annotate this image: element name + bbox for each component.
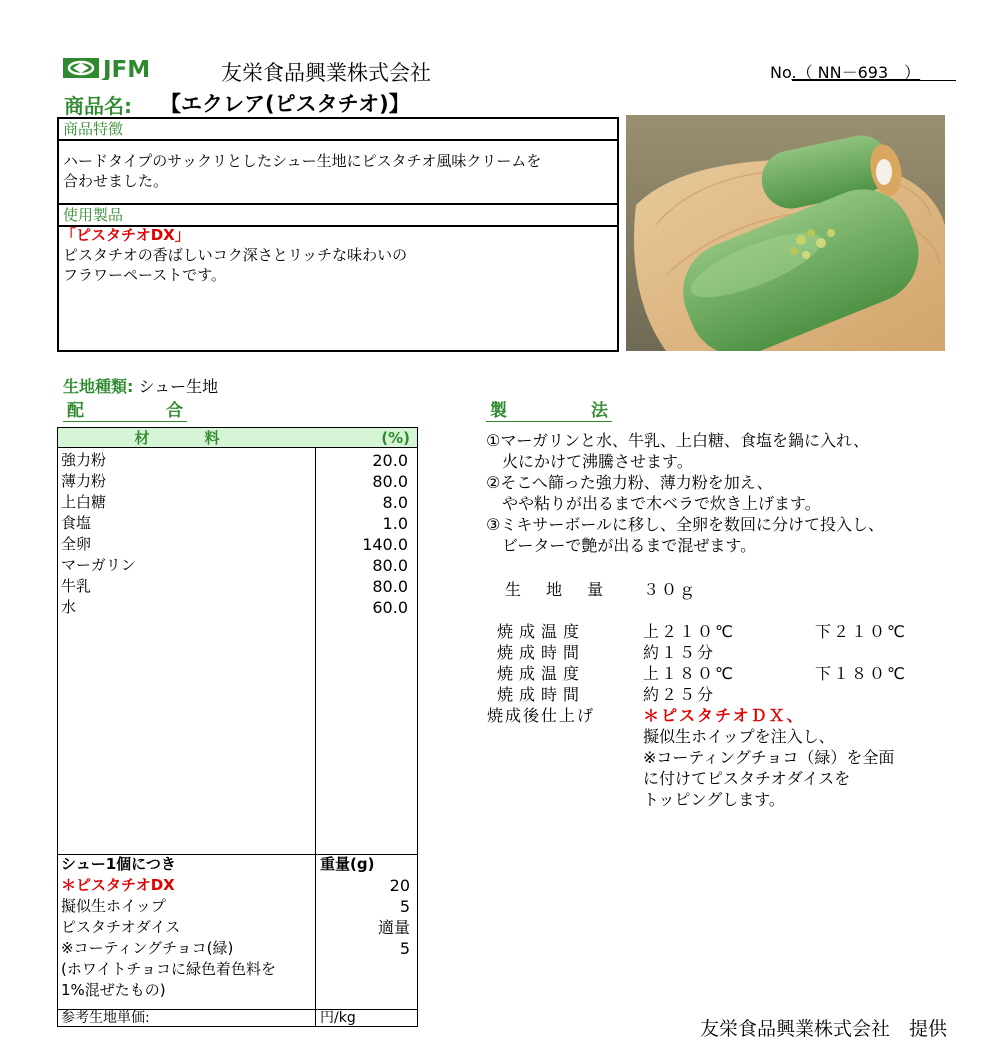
dough-type-label: 生地種類: (63, 377, 134, 396)
company-logo (63, 56, 175, 80)
table-row (58, 513, 408, 534)
ingredient-value: 20.0 (372, 451, 408, 470)
ingredient-name: 薄力粉 (61, 472, 107, 490)
ingredient-value: 80.0 (372, 556, 408, 575)
page-title: 【エクレア(ピスタチオ)】 (160, 92, 410, 116)
per-piece-value: 5 (399, 897, 410, 916)
method-step: ①マーガリンと水、牛乳、上白糖、食塩を鍋に入れ、 (486, 431, 869, 450)
weight-label: 重量(g) (320, 855, 375, 873)
per-piece-item: 1%混ぜたもの) (61, 981, 166, 999)
table-row (58, 450, 408, 471)
method-header-char-2: 法 (591, 401, 608, 421)
ingredient-name: マーガリン (61, 556, 136, 574)
per-piece-item: ＊ピスタチオDX (61, 876, 175, 894)
finish-line: トッピングします。 (643, 790, 785, 809)
per-piece-value: 適量 (377, 918, 410, 937)
feature-line-2: 合わせました。 (63, 172, 169, 190)
recipe-header (63, 396, 187, 422)
ingredient-value: 80.0 (372, 577, 408, 596)
ingredient-name: 食塩 (61, 514, 92, 532)
col-percent-header: (%) (381, 429, 410, 447)
price-unit: 円/kg (320, 1010, 356, 1026)
doc-no-underline (792, 80, 956, 81)
per-piece-value: 20 (389, 876, 410, 895)
bake-time-label: 焼成時間 (497, 685, 586, 704)
feature-heading: 商品特徴 (59, 119, 617, 141)
ingredient-name: 上白糖 (61, 493, 107, 511)
recipe-header-char-2: 合 (166, 401, 183, 421)
method-header-char-1: 製 (490, 401, 507, 421)
finish-label: 焼成後仕上げ (487, 706, 596, 725)
price-label: 参考生地単価: (61, 1010, 150, 1026)
recipe-header-char-1: 配 (67, 401, 84, 421)
dough-amount-value: ３０ｇ (643, 580, 698, 599)
bake-temp-bottom: 下２１０℃ (815, 622, 907, 641)
finish-line: ※コーティングチョコ（緑）を全面 (643, 748, 895, 767)
table-row (58, 576, 408, 597)
bake-time-value: 約１５分 (643, 643, 716, 662)
ingredient-name: 強力粉 (61, 451, 107, 469)
per-piece-label: シュー1個につき (61, 855, 176, 873)
ingredient-value: 1.0 (382, 514, 408, 533)
finish-highlight: ＊ピスタチオＤＸ、 (643, 706, 805, 725)
table-row (58, 555, 408, 576)
bake-time-value: 約２５分 (643, 685, 716, 704)
table-row (58, 597, 408, 618)
per-piece-item: ※コーティングチョコ(緑) (61, 939, 234, 957)
dough-type-value: シュー生地 (138, 377, 219, 396)
per-piece-value: 5 (399, 939, 410, 958)
company-name: 友栄食品興業株式会社 (221, 61, 431, 85)
ingredient-value: 140.0 (362, 535, 408, 554)
svg-text:JFM: JFM (103, 57, 151, 80)
finish-line: 擬似生ホイップを注入し、 (643, 727, 835, 746)
ingredient-name: 水 (61, 598, 77, 616)
provider-credit: 友栄食品興業株式会社 提供 (700, 1018, 948, 1040)
dough-amount-label: 生 地 量 (505, 580, 614, 599)
doc-no-prefix: No (770, 63, 792, 82)
product-line-2: フラワーペーストです。 (63, 266, 227, 284)
dough-type (63, 374, 218, 397)
method-step: やや粘りが出るまで木ベラで炊き上げます。 (486, 494, 821, 513)
feature-box (57, 117, 619, 352)
finish-line: に付けてピスタチオダイスを (643, 769, 851, 788)
bake-temp-label: 焼成温度 (497, 622, 586, 641)
bake-temp-top: 上１８０℃ (643, 664, 735, 683)
title-label: 商品名: (64, 94, 132, 118)
method-step: ビーターで艶が出るまで混ぜます。 (486, 536, 757, 555)
doc-no-value: .（ NN－693 ） (791, 63, 921, 82)
col-material-header: 材 料 (134, 429, 240, 447)
bake-temp-bottom: 下１８０℃ (815, 664, 907, 683)
ingredients-table (57, 427, 418, 1027)
bake-temp-label: 焼成温度 (497, 664, 586, 683)
table-header (58, 428, 417, 448)
table-row (58, 471, 408, 492)
method-step: ②そこへ篩った強力粉、薄力粉を加え、 (486, 473, 773, 492)
feature-line-1: ハードタイプのサックリとしたシュー生地にピスタチオ風味クリームを (63, 152, 542, 170)
ingredient-value: 80.0 (372, 472, 408, 491)
ingredient-name: 牛乳 (61, 577, 92, 595)
per-piece-item: ピスタチオダイス (61, 918, 181, 936)
bake-time-label: 焼成時間 (497, 643, 586, 662)
ingredient-value: 60.0 (372, 598, 408, 617)
method-step: 火にかけて沸騰させます。 (486, 452, 693, 471)
per-piece-item: 擬似生ホイップ (61, 897, 166, 915)
ingredient-name: 全卵 (61, 535, 92, 553)
eclair-photo (626, 115, 945, 351)
method-step: ③ミキサーボールに移し、全卵を数回に分けて投入し、 (486, 515, 885, 534)
product-heading: 使用製品 (59, 203, 617, 227)
method-header (486, 396, 612, 422)
bake-temp-top: 上２１０℃ (643, 622, 735, 641)
per-piece-item: (ホワイトチョコに緑色着色料を (61, 960, 276, 978)
product-name: 「ピスタチオDX」 (61, 226, 190, 244)
product-line-1: ピスタチオの香ばしいコク深さとリッチな味わいの (63, 246, 408, 264)
ingredient-value: 8.0 (382, 493, 408, 512)
table-row (58, 534, 408, 555)
table-row (58, 492, 408, 513)
